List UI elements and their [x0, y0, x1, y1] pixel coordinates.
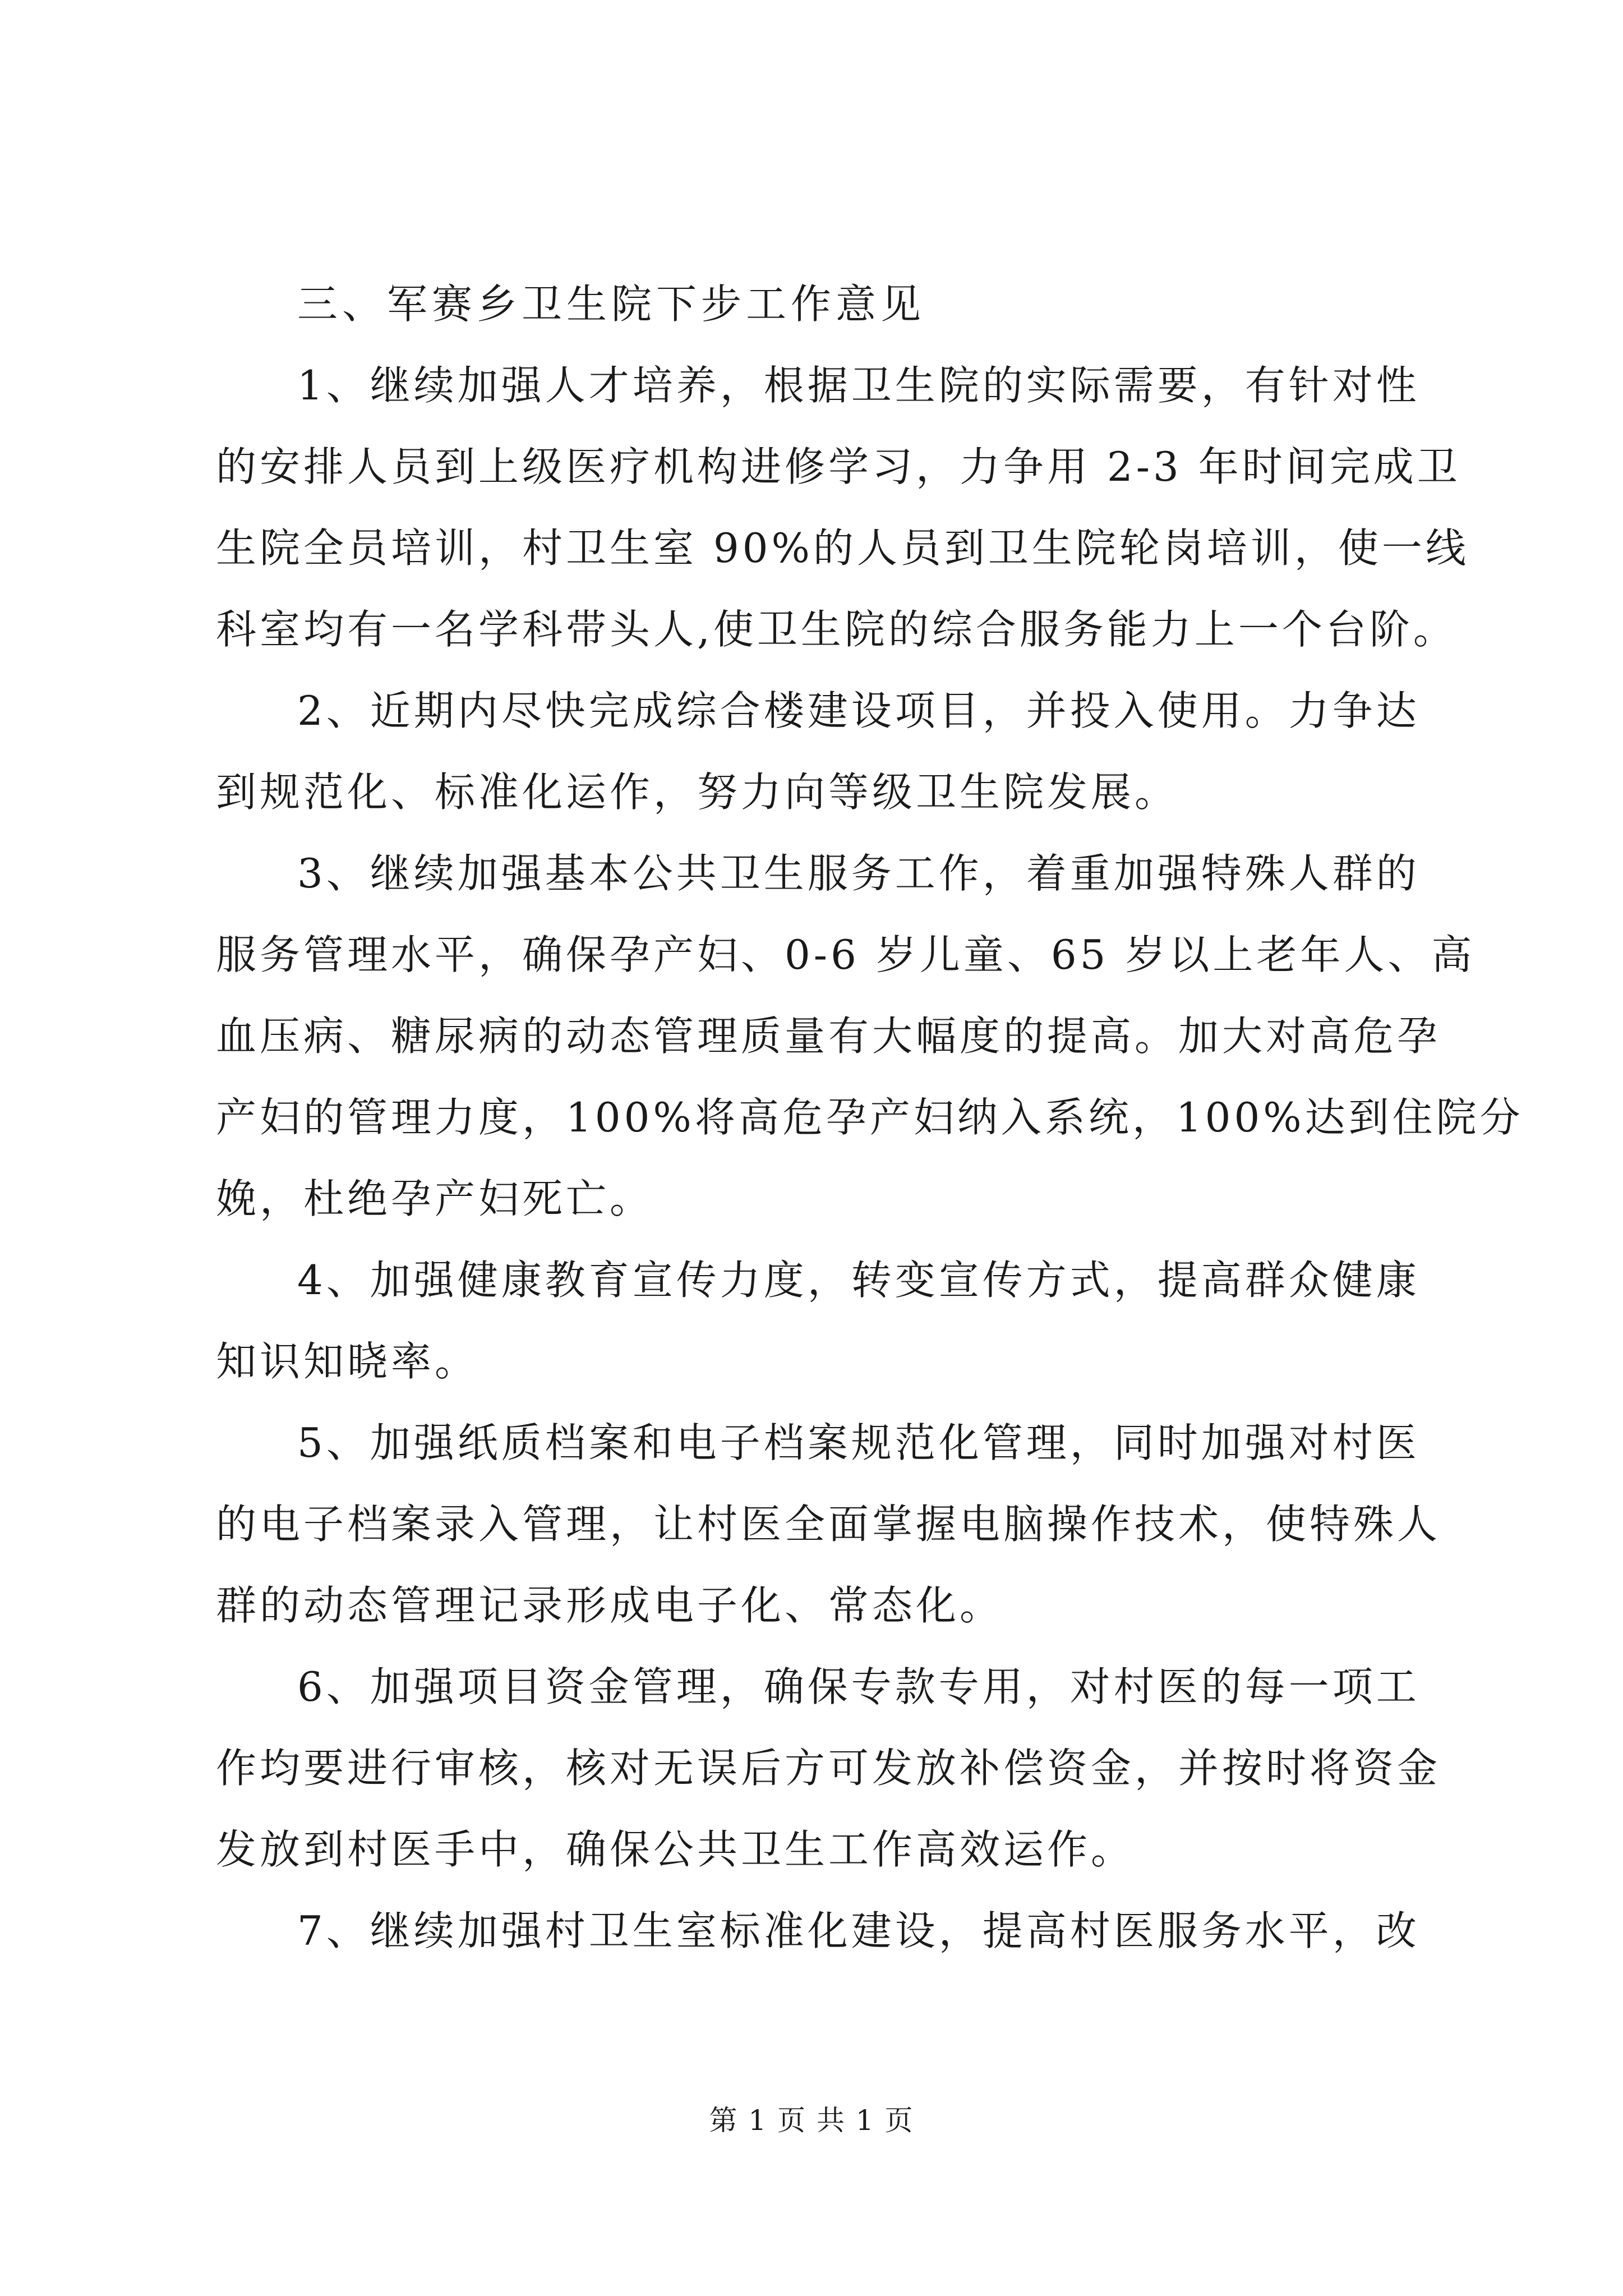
paragraph: [216, 833, 1524, 1240]
paragraph-line: 到规范化、标准化运作，努力向等级卫生院发展。: [216, 769, 1179, 816]
paragraph-line: 2、近期内尽快完成综合楼建设项目，并投入使用。力争达: [297, 687, 1420, 734]
paragraph: [216, 670, 1438, 833]
paragraph-line: 发放到村医手中，确保公共卫生工作高效运作。: [216, 1826, 1135, 1873]
paragraph: [216, 1646, 1441, 1890]
paragraph-line: 科室均有一名学科带头人,使卫生院的综合服务能力上一个台阶。: [216, 606, 1457, 653]
paragraph: [216, 1402, 1441, 1646]
paragraph-line: 娩，杜绝孕产妇死亡。: [216, 1175, 654, 1222]
paragraph: [216, 1240, 1438, 1402]
paragraph-line: 的安排人员到上级医疗机构进修学习，力争用 2-3 年时间完成卫: [216, 443, 1461, 490]
paragraph-line: 产妇的管理力度，100%将高危孕产妇纳入系统，100%达到住院分: [216, 1094, 1524, 1141]
paragraph-line: 4、加强健康教育宣传力度，转变宣传方式，提高群众健康: [297, 1257, 1420, 1304]
paragraph: [216, 345, 1469, 670]
document-body: [216, 264, 1524, 1972]
paragraph-line: 1、继续加强人才培养，根据卫生院的实际需要，有针对性: [297, 362, 1420, 409]
paragraph: [216, 1890, 1438, 1972]
paragraph-line: 服务管理水平，确保孕产妇、0-6 岁儿童、65 岁以上老年人、高: [216, 931, 1476, 978]
paragraph-list: [216, 345, 1524, 1972]
paragraph-line: 知识知晓率。: [216, 1338, 479, 1385]
paragraph-line: 7、继续加强村卫生室标准化建设，提高村医服务水平，改: [297, 1907, 1420, 1954]
section-heading: 三、军赛乡卫生院下步工作意见: [297, 280, 926, 328]
paragraph-line: 作均要进行审核，核对无误后方可发放补偿资金，并按时将资金: [216, 1745, 1441, 1792]
page-footer: 第 1 页 共 1 页: [709, 2104, 914, 2137]
paragraph-line: 的电子档案录入管理，让村医全面掌握电脑操作技术，使特殊人: [216, 1501, 1441, 1548]
paragraph-line: 群的动态管理记录形成电子化、常态化。: [216, 1582, 1004, 1629]
paragraph-line: 生院全员培训，村卫生室 90%的人员到卫生院轮岗培训，使一线: [216, 524, 1469, 572]
paragraph-line: 6、加强项目资金管理，确保专款专用，对村医的每一项工: [297, 1663, 1420, 1710]
paragraph-line: 5、加强纸质档案和电子档案规范化管理，同时加强对村医: [297, 1419, 1420, 1466]
paragraph-line: 3、继续加强基本公共卫生服务工作，着重加强特殊人群的: [297, 850, 1420, 897]
paragraph-line: 血压病、糖尿病的动态管理质量有大幅度的提高。加大对高危孕: [216, 1013, 1441, 1060]
